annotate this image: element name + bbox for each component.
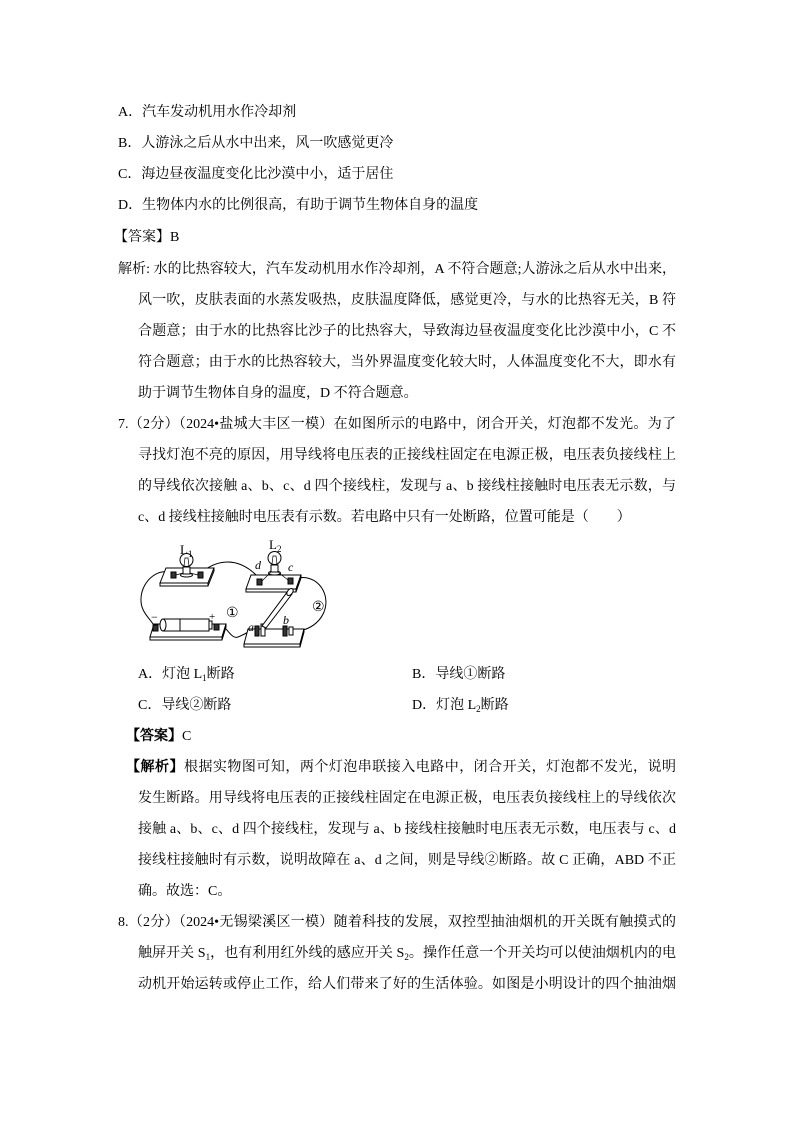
q7-option-a-subscript: 1 xyxy=(202,673,207,683)
q8-stem-line: 动机开始运转或停止工作，给人们带来了好的生活体验。如图是小明设计的四个抽油烟 xyxy=(138,977,676,992)
q7-analysis-text: 根据实物图可知，两个灯泡串联接入电路中，闭合开关，灯泡都不发光，说明 xyxy=(183,760,677,775)
q8-stem-line xyxy=(138,944,676,964)
q8-stem-subscript: 2 xyxy=(404,952,409,962)
q6-analysis-line: 助于调节生物体自身的温度，D 不符合题意。 xyxy=(138,386,418,401)
q7-analysis-line: 确。故选：C。 xyxy=(138,884,232,899)
q8-stem-subscript: 1 xyxy=(205,952,211,962)
q7-stem-line: 的导线依次接触 a、b、c、d 四个接线柱，发现与 a、b 接线柱接触时电压表无示数，与 xyxy=(138,479,676,494)
battery-terminal-negative xyxy=(153,625,158,631)
label-l2-letter: L xyxy=(269,537,277,552)
switch-board-edge xyxy=(244,644,300,647)
q7-option-a xyxy=(138,665,235,685)
q7-option-d-text: D．灯泡 L xyxy=(412,698,477,713)
q7-option-d-text-end: 断路 xyxy=(480,698,509,713)
label-terminal-d: d xyxy=(255,558,261,572)
switch-terminal-a xyxy=(255,626,259,636)
label-l1 xyxy=(180,542,192,559)
label-l1-subscript: 1 xyxy=(187,549,193,559)
label-terminal-b: b xyxy=(283,613,289,627)
bulb-l1-terminal-left xyxy=(171,572,176,578)
battery-terminal-positive xyxy=(214,624,219,630)
q6-option-c: C．海边昼夜温度变化比沙漠中小，适于居住 xyxy=(118,167,394,182)
q7-analysis-line: 接线柱接触时有示数，说明故障在 a、d 之间，则是导线②断路。故 C 正确，ABD 不正 xyxy=(138,853,676,868)
q7-stem-line: 寻找灯泡不亮的原因，用导线将电压表的正接线柱固定在电源正极，电压表负接线柱上 xyxy=(138,448,676,463)
q7-answer xyxy=(126,727,191,747)
q7-option-a-text-end: 断路 xyxy=(206,667,235,682)
bulb-l1-terminal-right xyxy=(198,572,203,578)
bulb-l1-board-edge xyxy=(160,583,208,586)
battery-board-edge xyxy=(150,637,222,640)
q6-analysis-line: 符合题意；由于水的比热容较大，当外界温度变化较大时，人体温度变化不大，即水有 xyxy=(138,355,676,370)
q8-stem-text: ，也有利用红外线的感应开关 S xyxy=(210,946,405,961)
bulb-l2-terminal-d xyxy=(257,579,262,585)
q7-analysis-line: 接触 a、b、c、d 四个接线柱，发现与 a、b 接线柱接触时电压表无示数，电压表与 c、d xyxy=(138,822,676,837)
label-negative: − xyxy=(151,610,158,624)
q7-answer-value: C xyxy=(182,729,192,744)
circuit-diagram xyxy=(138,535,338,650)
q7-stem-line: c、d 接线柱接触时电压表有示数。若电路中只有一处断路，位置可能是（ ） xyxy=(138,510,631,525)
label-l2 xyxy=(269,537,281,554)
label-terminal-c: c xyxy=(288,560,294,574)
q6-option-a: A．汽车发动机用水作冷却剂 xyxy=(118,105,297,120)
q6-option-d: D．生物体内水的比例很高，有助于调节生物体自身的温度 xyxy=(118,198,479,213)
label-wire-1: ① xyxy=(226,606,239,621)
q7-option-d xyxy=(412,696,509,716)
bulb-l2-terminal-c xyxy=(288,578,293,584)
q6-analysis-line: 合题意；由于水的比热容比沙子的比热容大，导致海边昼夜温度变化比沙漠中小，C 不 xyxy=(138,324,676,339)
q6-option-b: B．人游泳之后从水中出来，风一吹感觉更冷 xyxy=(118,136,394,151)
bulb-l2-base xyxy=(271,565,278,572)
q7-option-b: B．导线①断路 xyxy=(412,667,506,682)
q8-stem-line: 8.（2分）（2024•无锡梁溪区一模）随着科技的发展，双控型抽油烟机的开关既有触摸式的 xyxy=(118,915,676,930)
q7-option-d-subscript: 2 xyxy=(476,704,481,714)
q6-answer: 【答案】B xyxy=(114,230,180,245)
label-wire-2: ② xyxy=(312,600,325,615)
battery-cell-end xyxy=(160,619,166,631)
label-positive: + xyxy=(209,611,216,623)
label-l1-letter: L xyxy=(180,542,188,557)
q8-stem-text: 触屏开关 S xyxy=(138,946,206,961)
switch xyxy=(244,587,304,647)
label-terminal-a: a xyxy=(248,620,254,634)
q7-option-c: C．导线②断路 xyxy=(138,698,232,713)
q7-analysis-line xyxy=(126,758,676,778)
label-l2-subscript: 2 xyxy=(276,544,282,554)
q7-stem-line: 7.（2分）（2024•盐城大丰区一模）在如图所示的电路中，闭合开关，灯泡都不发光。为了 xyxy=(118,417,676,432)
q7-answer-label: 【答案】 xyxy=(126,729,182,744)
q8-stem-text: 。操作任意一个开关均可以使油烟机内的电 xyxy=(408,946,676,961)
bulb-l1-base xyxy=(183,567,190,574)
switch-terminal-b xyxy=(283,626,287,636)
q6-analysis-line: 风一吹，皮肤表面的水蒸发吸热，皮肤温度降低，感觉更冷，与水的比热容无关，B 符 xyxy=(138,293,676,308)
switch-clip xyxy=(289,627,293,635)
q7-analysis-line: 发生断路。用导线将电压表的正接线柱固定在电源正极，电压表负接线柱上的导线依次 xyxy=(138,791,676,806)
q7-analysis-label: 【解析】 xyxy=(126,760,184,775)
q7-option-a-text: A．灯泡 L xyxy=(138,667,203,682)
battery-cell xyxy=(163,619,209,631)
q6-analysis-line: 解析: 水的比热容较大，汽车发动机用水作冷却剂，A 不符合题意;人游泳之后从水中出来， xyxy=(118,262,676,277)
